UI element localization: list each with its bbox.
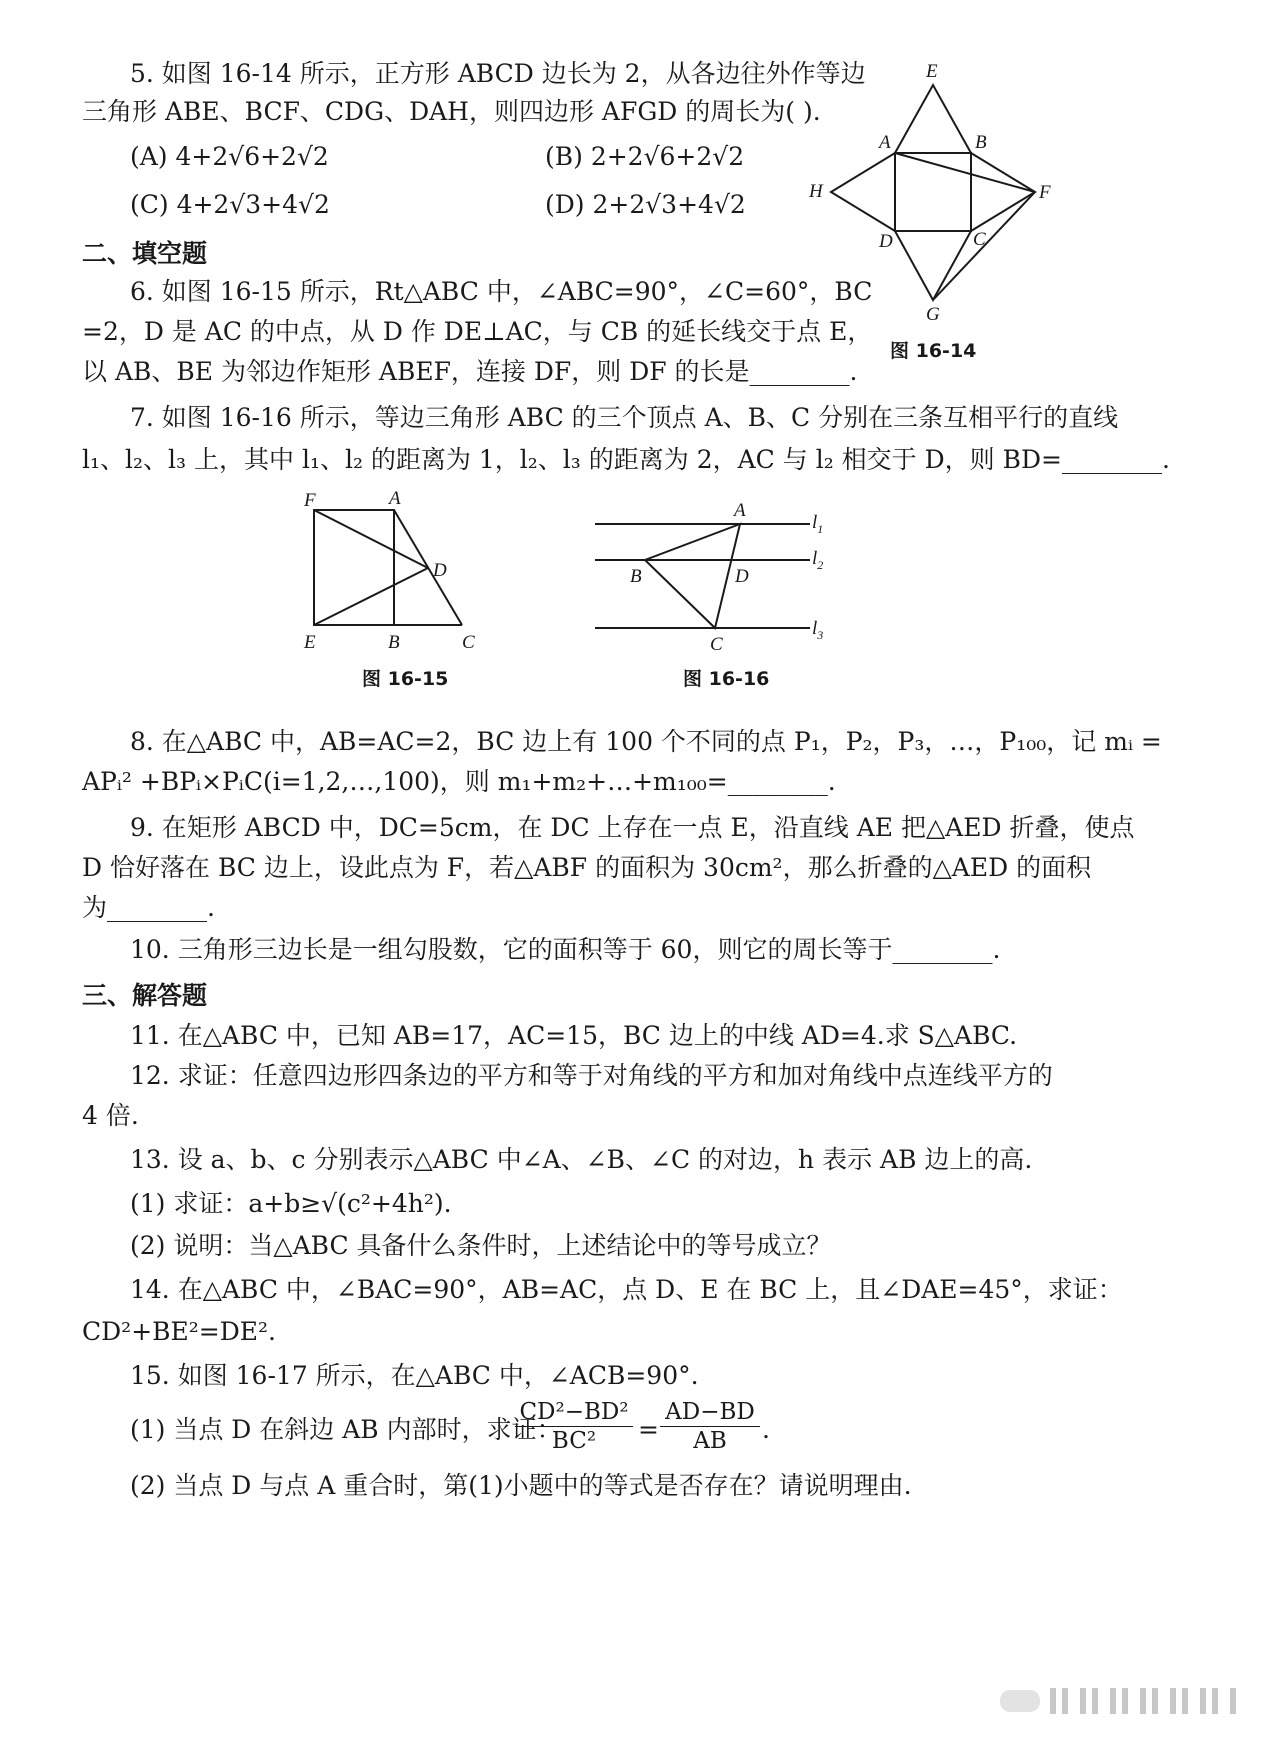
fraction-equals: = bbox=[638, 1415, 659, 1444]
fig16-label-B: B bbox=[630, 566, 642, 587]
fig16-label-l2: $l_2$ bbox=[812, 548, 824, 572]
q13-line2: (1) 求证：a+b≥√(c²+4h²). bbox=[130, 1189, 452, 1218]
fig15-label-D: D bbox=[433, 560, 447, 581]
fig16-caption: 图 16-16 bbox=[683, 668, 770, 690]
fig14-label-A: A bbox=[879, 132, 891, 153]
fig14-label-D: D bbox=[879, 231, 893, 252]
q14-line2: CD²+BE²=DE². bbox=[82, 1317, 276, 1346]
figure-16-14 bbox=[795, 55, 1065, 355]
q13-line1: 13. 设 a、b、c 分别表示△ABC 中∠A、∠B、∠C 的对边，h 表示 AB 边上的高. bbox=[130, 1145, 1033, 1174]
figure-16-15 bbox=[290, 488, 490, 663]
q7-line2: l₁、l₂、l₃ 上，其中 l₁、l₂ 的距离为 1，l₂、l₃ 的距离为 2，AC 与 l₂ 相交于 D，则 BD=________. bbox=[82, 445, 1170, 474]
q15-line1: 15. 如图 16-17 所示，在△ABC 中，∠ACB=90°. bbox=[130, 1361, 699, 1390]
fig16-label-l1: $l_1$ bbox=[812, 512, 824, 536]
q7-line1: 7. 如图 16-16 所示，等边三角形 ABC 的三个顶点 A、B、C 分别在三条互相平行的直线 bbox=[130, 403, 1119, 432]
fig16-label-D: D bbox=[735, 566, 749, 587]
fig14-label-H: H bbox=[809, 181, 823, 202]
q5-line1: 5. 如图 16-14 所示，正方形 ABCD 边长为 2，从各边往外作等边 bbox=[130, 59, 866, 88]
q8-line1: 8. 在△ABC 中，AB=AC=2，BC 边上有 100 个不同的点 P₁，P₂，P₃，…，P₁₀₀，记 mᵢ = bbox=[130, 727, 1162, 756]
fraction-1-denominator: BC² bbox=[515, 1426, 633, 1455]
q10-line: 10. 三角形三边长是一组勾股数，它的面积等于 60，则它的周长等于________. bbox=[130, 935, 1001, 964]
fig14-caption: 图 16-14 bbox=[890, 340, 977, 362]
q14-line1: 14. 在△ABC 中，∠BAC=90°，AB=AC，点 D、E 在 BC 上，且∠DAE=45°，求证： bbox=[130, 1275, 1123, 1304]
q15-line3: (2) 当点 D 与点 A 重合时，第(1)小题中的等式是否存在？请说明理由. bbox=[130, 1471, 912, 1500]
figure-16-16 bbox=[590, 496, 840, 661]
q5-option-b: (B) 2+2√6+2√2 bbox=[545, 142, 745, 171]
q8-line2: APᵢ² +BPᵢ×PᵢC(i=1,2,…,100)，则 m₁+m₂+…+m₁₀₀=________. bbox=[82, 767, 836, 796]
fig14-label-F: F bbox=[1039, 182, 1051, 203]
q5-option-a: (A) 4+2√6+2√2 bbox=[130, 142, 329, 171]
q12-line2: 4 倍. bbox=[82, 1101, 139, 1130]
q15-line2-prefix: (1) 当点 D 在斜边 AB 内部时，求证： bbox=[130, 1415, 562, 1444]
fig15-label-A: A bbox=[389, 488, 401, 509]
watermark-icon bbox=[1000, 1684, 1250, 1718]
q6-line2: =2，D 是 AC 的中点，从 D 作 DE⊥AC，与 CB 的延长线交于点 E， bbox=[82, 317, 873, 346]
fraction-1-numerator: CD²−BD² bbox=[519, 1399, 629, 1425]
q6-line3: 以 AB、BE 为邻边作矩形 ABEF，连接 DF，则 DF 的长是________. bbox=[82, 357, 858, 386]
q9-line2: D 恰好落在 BC 边上，设此点为 F，若△ABF 的面积为 30cm²，那么折叠的△AED 的面积 bbox=[82, 853, 1092, 882]
section-3-heading: 三、解答题 bbox=[82, 981, 208, 1010]
fig15-label-E: E bbox=[304, 632, 316, 653]
fig16-label-C: C bbox=[710, 634, 723, 655]
q12-line1: 12. 求证：任意四边形四条边的平方和等于对角线的平方和加对角线中点连线平方的 bbox=[130, 1061, 1053, 1090]
q5-option-c: (C) 4+2√3+4√2 bbox=[130, 190, 330, 219]
fig15-caption: 图 16-15 bbox=[362, 668, 449, 690]
q9-line3: 为________. bbox=[82, 893, 215, 922]
fig16-label-l3: $l_3$ bbox=[812, 618, 824, 642]
fraction-2 bbox=[660, 1398, 760, 1455]
fraction-1 bbox=[515, 1398, 633, 1455]
fig16-label-A: A bbox=[734, 500, 746, 521]
fig15-label-F: F bbox=[304, 490, 316, 511]
section-2-heading: 二、填空题 bbox=[82, 239, 208, 268]
fig14-label-B: B bbox=[975, 132, 987, 153]
fraction-2-numerator: AD−BD bbox=[665, 1399, 755, 1425]
q5-line2: 三角形 ABE、BCF、CDG、DAH，则四边形 AFGD 的周长为( ). bbox=[82, 97, 821, 126]
q9-line1: 9. 在矩形 ABCD 中，DC=5cm，在 DC 上存在一点 E，沿直线 AE 把△AED 折叠，使点 bbox=[130, 813, 1135, 842]
q6-line1: 6. 如图 16-15 所示，Rt△ABC 中，∠ABC=90°，∠C=60°，BC bbox=[130, 277, 873, 306]
fig14-label-C: C bbox=[973, 229, 986, 250]
fig15-label-C: C bbox=[462, 632, 475, 653]
q13-line3: (2) 说明：当△ABC 具备什么条件时，上述结论中的等号成立？ bbox=[130, 1231, 832, 1260]
fraction-2-denominator: AB bbox=[660, 1426, 760, 1455]
q15-line2-suffix: . bbox=[762, 1415, 770, 1444]
fig14-label-E: E bbox=[926, 61, 938, 82]
q11-line: 11. 在△ABC 中，已知 AB=17，AC=15，BC 边上的中线 AD=4.求 S△ABC. bbox=[130, 1021, 1018, 1050]
q5-option-d: (D) 2+2√3+4√2 bbox=[545, 190, 746, 219]
fig14-label-G: G bbox=[926, 304, 940, 325]
fig15-label-B: B bbox=[388, 632, 400, 653]
